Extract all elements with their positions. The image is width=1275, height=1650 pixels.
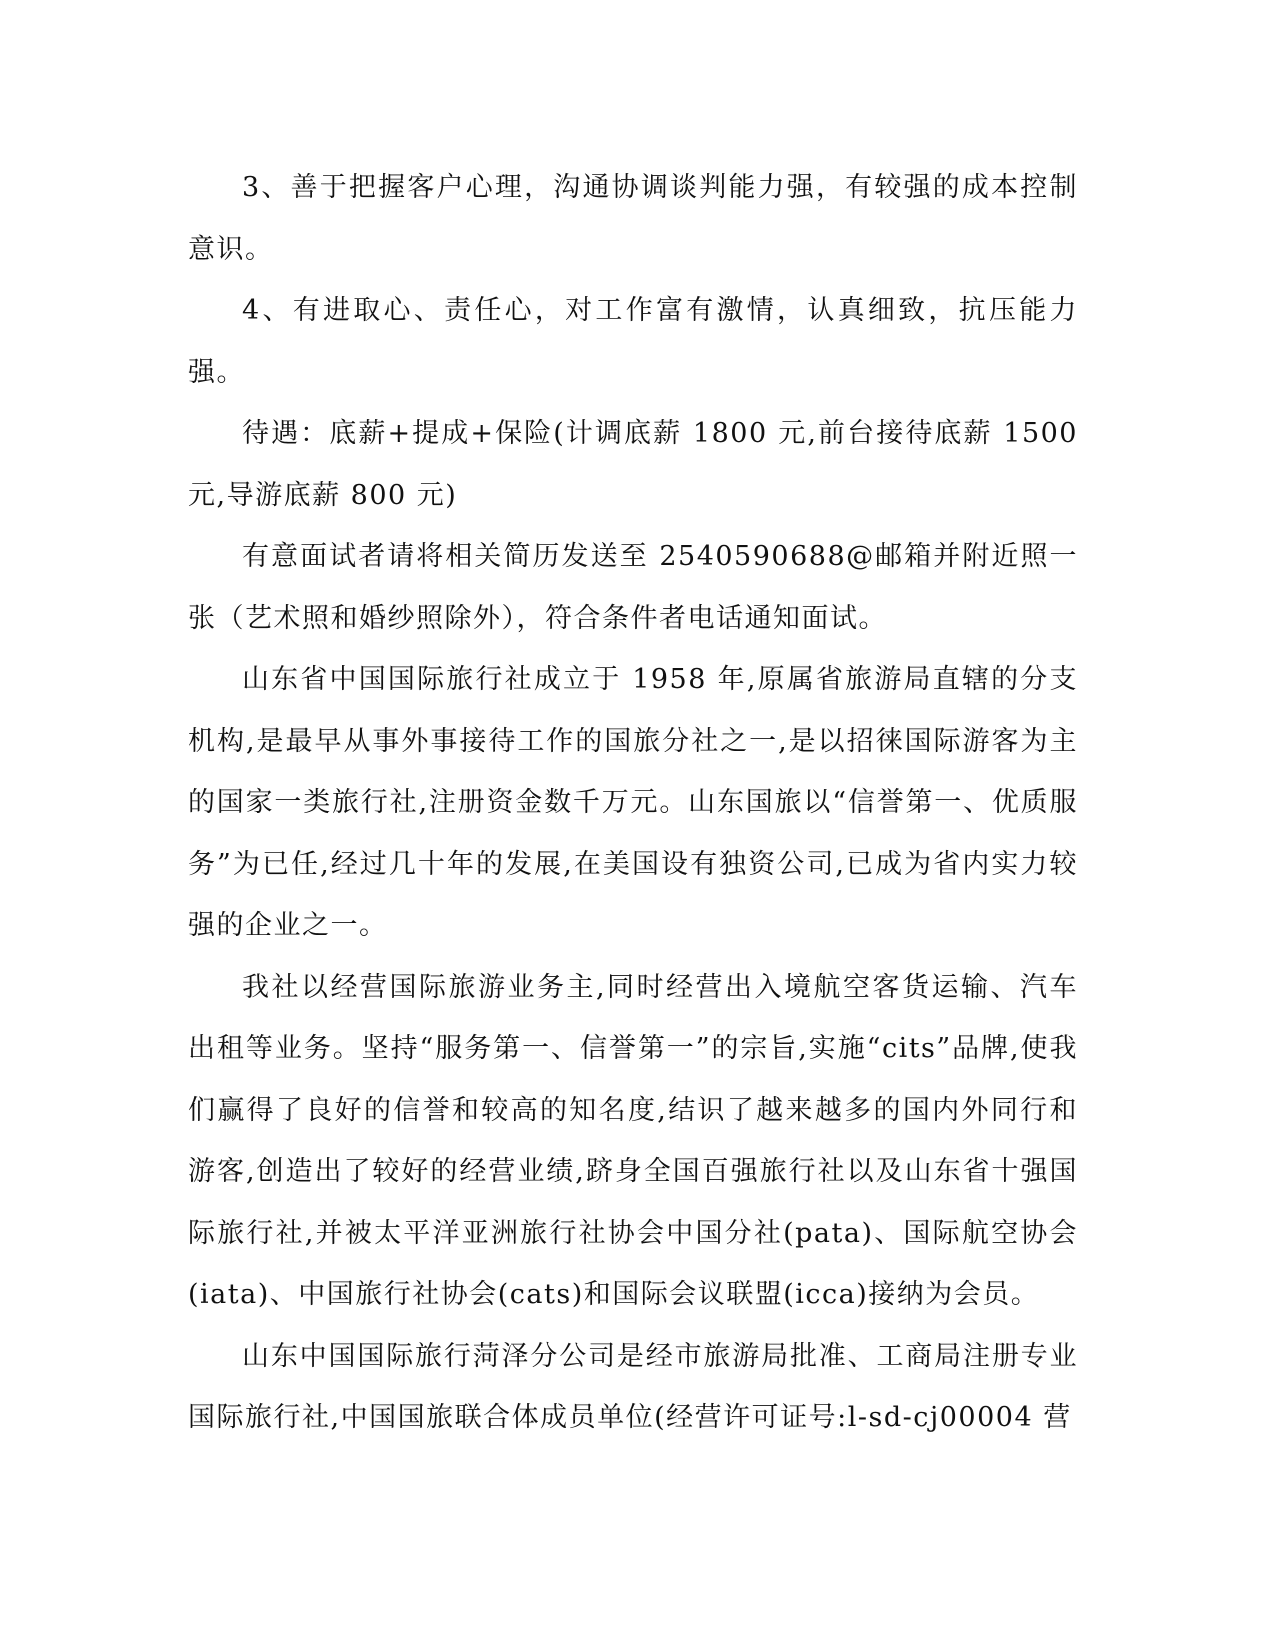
document-body [188, 157, 1078, 1449]
paragraph-heze-branch: 山东中国国际旅行菏泽分公司是经市旅游局批准、工商局注册专业国际旅行社,中国国旅联合体成员单位(经营许可证号:l-sd-cj00004 营 [188, 1340, 1078, 1433]
paragraph-salary: 待遇：底薪+提成+保险(计调底薪 1800 元,前台接待底薪 1500 元,导游底薪 800 元) [188, 418, 1078, 511]
paragraph-business-scope: 我社以经营国际旅游业务主,同时经营出入境航空客货运输、汽车出租等业务。坚持“服务第一、信誉第一”的宗旨,实施“cits”品牌,使我们赢得了良好的信誉和较高的知名度,结识了越来越多的国内外同行和游客,创造出了较好的经营业绩,跻身全国百强旅行社以及山东省十强国际旅行社,并被太平洋亚洲旅行社协会中国分社(pata)、国际航空协会(iata)、中国旅行社协会(cats)和国际会议联盟(icca)接纳为会员。 [188, 971, 1078, 1310]
paragraph-company-history: 山东省中国国际旅行社成立于 1958 年,原属省旅游局直辖的分支机构,是最早从事外事接待工作的国旅分社之一,是以招徕国际游客为主的国家一类旅行社,注册资金数千万元。山东国旅以“信誉第一、优质服务”为已任,经过几十年的发展,在美国设有独资公司,已成为省内实力较强的企业之一。 [188, 664, 1078, 941]
paragraph-skill-3: 3、善于把握客户心理，沟通协调谈判能力强，有较强的成本控制意识。 [188, 172, 1078, 265]
paragraph-application: 有意面试者请将相关简历发送至 2540590688@邮箱并附近照一张（艺术照和婚纱照除外），符合条件者电话通知面试。 [188, 541, 1078, 634]
paragraph-skill-4: 4、有进取心、责任心，对工作富有激情，认真细致，抗压能力强。 [188, 295, 1078, 388]
